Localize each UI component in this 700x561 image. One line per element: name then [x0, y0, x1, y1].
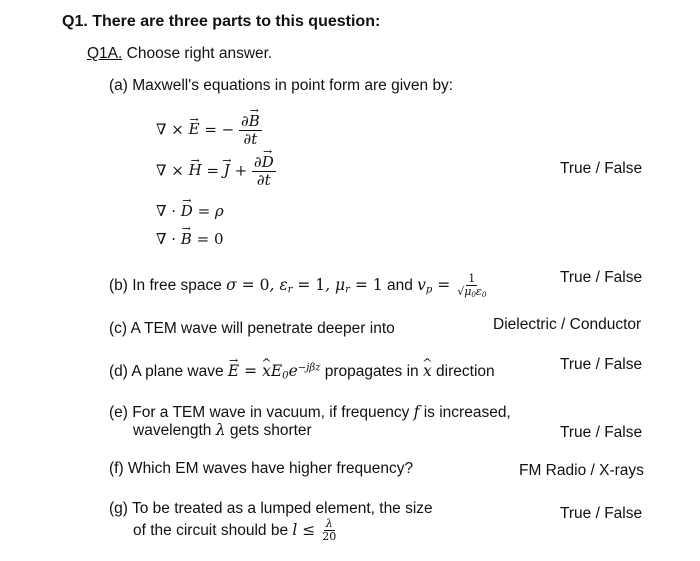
- item-e-line1-text: (e) For a TEM wave in vacuum, if frequency: [109, 404, 414, 421]
- item-e-line1-end: is increased,: [419, 404, 511, 421]
- item-f-text: (f) Which EM waves have higher frequency?: [109, 460, 414, 477]
- item-d-direction: ^ x: [423, 362, 432, 380]
- item-d-label: (d) A plane wave: [109, 363, 228, 380]
- item-g-line2-text: of the circuit should be: [133, 521, 293, 539]
- item-d-answer[interactable]: True / False: [560, 356, 643, 373]
- item-b-and: and: [382, 277, 418, 295]
- item-e-line1: [109, 403, 511, 422]
- question-title: Q1. There are three parts to this question:: [62, 13, 381, 30]
- item-b-phase-velocity: $v_p$ = $\frac{1}{√\mu_0\varepsilon_0}$: [417, 272, 487, 299]
- item-g-condition: l ≤ $\frac{\lambda}{20}$: [292, 517, 337, 544]
- subpart-label: Q1A.: [87, 45, 123, 62]
- item-e-frequency-symbol: f: [413, 403, 420, 421]
- item-a-answer[interactable]: True / False: [560, 160, 643, 177]
- item-e-wavelength-symbol: λ: [215, 421, 226, 439]
- item-e-line2: [133, 421, 312, 440]
- item-e-answer[interactable]: True / False: [560, 424, 643, 441]
- item-e-line2-text: wavelength: [133, 422, 216, 439]
- item-g-answer[interactable]: True / False: [560, 505, 643, 522]
- item-g-line2: [133, 518, 338, 544]
- subpart-heading: [87, 45, 272, 63]
- item-d-end: direction: [431, 363, 495, 380]
- item-d-wave-expression: → E = ^ $xE_0e^{-j\beta z}$: [228, 362, 321, 380]
- item-b-label: (b) In free space: [109, 277, 227, 295]
- item-c-text: (c) A TEM wave will penetrate deeper into: [109, 320, 395, 337]
- item-b-text: [109, 273, 488, 299]
- item-f-answer[interactable]: FM Radio / X-rays: [519, 462, 644, 479]
- maxwell-eq-gauss-magnetic: ∇ · → B = 0: [156, 230, 223, 248]
- maxwell-eq-ampere: ∇ × → H = → J + $\frac{\partial\to D}{\partial t}$: [156, 154, 276, 189]
- item-d-mid: propagates in: [320, 363, 423, 380]
- subpart-instruction: Choose right answer.: [122, 45, 273, 62]
- item-c-answer[interactable]: Dielectric / Conductor: [493, 316, 642, 333]
- item-g-line1: (g) To be treated as a lumped element, the size: [109, 500, 433, 517]
- item-b-conditions: σ = 0, $\varepsilon_r = 1$, $\mu_r = 1$: [226, 276, 383, 296]
- maxwell-eq-gauss-electric: ∇ · → D = ρ: [156, 202, 224, 220]
- item-b-answer[interactable]: True / False: [560, 269, 643, 286]
- maxwell-eq-faraday: ∇ × → E = − $\frac{\partial\to B}{\partial t}$: [156, 113, 262, 148]
- item-a-text: (a) Maxwell's equations in point form are given by:: [109, 77, 454, 94]
- item-d-text: [109, 362, 495, 382]
- item-e-line2-end: gets shorter: [225, 422, 312, 439]
